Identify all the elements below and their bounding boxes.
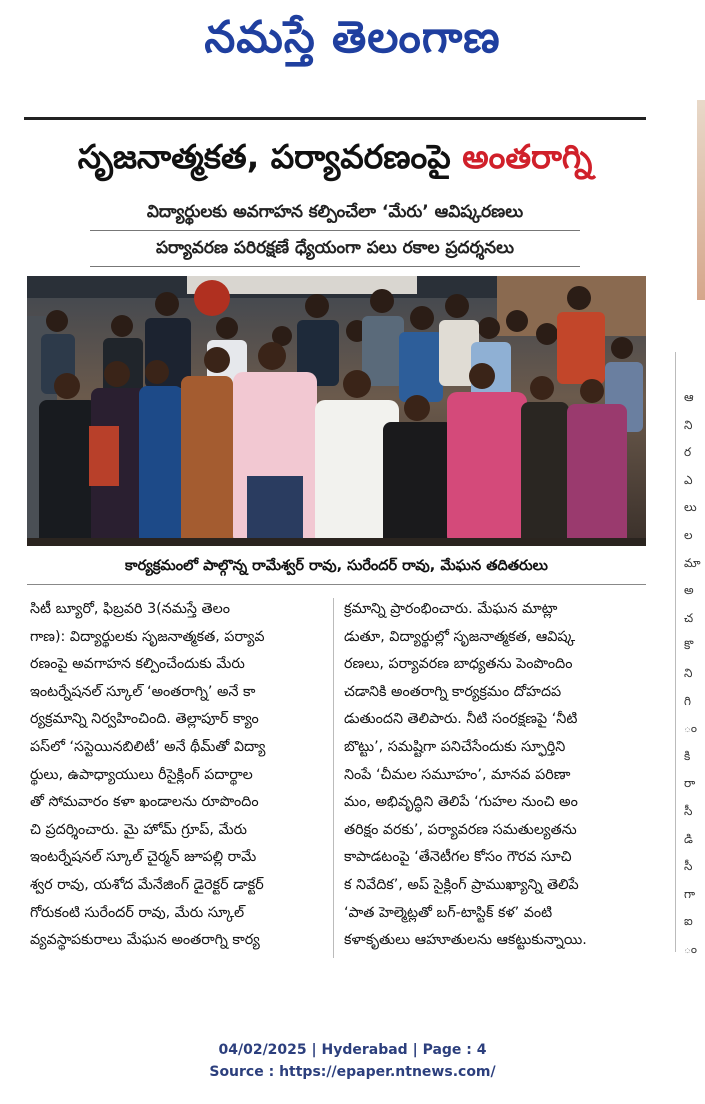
side-column-rule <box>675 352 676 952</box>
article-line: చడానికి అంతరాగ్ని కార్యక్రమం దోహదప <box>344 683 562 700</box>
subhead-1: విద్యార్థులకు అవగాహన కల్పించేలా ‘మేరు’ ఆవిష్కరణలు <box>146 202 524 222</box>
side-column-fragment: డి <box>684 831 693 846</box>
side-column-fragment: ం <box>684 942 698 956</box>
subhead-rule-2 <box>90 266 580 267</box>
article-line: గోరుకంటి సురేందర్ రావు, మేరు స్కూల్ <box>30 904 245 921</box>
footer-date-line: 04/02/2025 | Hyderabad | Page : 4 <box>218 1042 487 1058</box>
photo-caption: కార్యక్రమంలో పాల్గొన్న రామేశ్వర్ రావు, సురేందర్ రావు, మేఘన తదితరులు <box>125 558 548 574</box>
headline-red-part: అంతరాగ్ని <box>462 137 593 176</box>
subhead-2: పర్యావరణ పరిరక్షణే ధ్యేయంగా పలు రకాల ప్రదర్శనలు <box>155 238 515 258</box>
side-column-fragment: ర <box>684 445 692 460</box>
side-column-fragment: ఐ <box>684 914 693 929</box>
group-photo-illustration <box>27 276 646 546</box>
side-column-fragment: ఆ <box>684 390 694 404</box>
side-column-fragment: సీ <box>684 804 693 818</box>
side-column-fragment: రా <box>684 776 696 791</box>
side-column-fragment: గా <box>684 886 696 901</box>
side-photo-strip <box>697 100 705 300</box>
headline-rule <box>24 117 646 120</box>
side-column-fragment: ని <box>684 417 693 432</box>
article-line: ర్యక్రమాన్ని నిర్వహించింది. తెల్లాపూర్ క్యాం <box>30 711 259 728</box>
side-column-fragment: అ <box>684 583 694 598</box>
side-column-fragment: కొ <box>684 638 694 653</box>
article-line: సిటీ బ్యూరో, ఫిబ్రవరి 3(నమస్తే తెలం <box>30 601 231 617</box>
article-line: రణంపై అవగాహన కల్పించేందుకు మేరు <box>30 656 245 673</box>
side-column-fragment: గి <box>684 693 691 708</box>
caption-rule <box>27 584 646 585</box>
side-column-fragment: ం <box>684 721 698 736</box>
article-line: క్రమాన్ని ప్రారంభించారు. మేఘన మాట్లా <box>344 601 558 617</box>
article-left-column <box>30 596 326 955</box>
article-line: ర్థులు, ఉపాధ్యాయులు రీసైక్లింగ్ పదార్థాల <box>30 766 253 783</box>
article-line: గాణ): విద్యార్థులకు సృజనాత్మకత, పర్యావ <box>30 628 265 645</box>
headline <box>24 126 646 188</box>
article-line: తరిక్షం వరకు’, పర్యావరణ సమతుల్యతను <box>344 821 577 838</box>
article-line: వ్యవస్థాపకురాలు మేఘన అంతరాగ్ని కార్య <box>30 932 260 949</box>
side-column-fragment: సీ <box>684 859 693 874</box>
article-line: డుతుందని తెలిపారు. నీటి సంరక్షణపై ‘నీటి <box>344 711 578 728</box>
article-line: కాపాడటంపై ‘తేనెటీగల కోసం గౌరవ సూచి <box>344 849 572 866</box>
article-line: శ్వర రావు, యశోద మేనేజింగ్ డైరెక్టర్ డాక్టర్ <box>30 876 264 893</box>
side-column-fragment: ఎ <box>684 472 693 487</box>
footer-source-line: Source : https://epaper.ntnews.com/ <box>209 1064 496 1080</box>
article-line: కళాకృతులు ఆహూతులను ఆకట్టుకున్నాయి. <box>344 932 587 949</box>
side-column-fragment: చ <box>684 610 694 625</box>
side-column-fragment: మా <box>684 555 701 570</box>
article-line: తో సోమవారం కళా ఖండాలను రూపొందిం <box>30 794 259 811</box>
article-line: రణలు, పర్యావరణ బాధ్యతను పెంపొందిం <box>344 656 573 673</box>
side-column-fragment: ని <box>684 666 693 680</box>
article-line: ‘పాత హెల్మెట్లతో బగ్-టాస్టిక్ కళ’ వంటి <box>344 904 553 921</box>
article-line: క నివేదిక’, అప్ సైక్లింగ్ ప్రాముఖ్యాన్ని తెలిపే <box>344 876 579 893</box>
article-line: పస్‌లో ‘సస్టెయినబిలిటీ’ అనే థీమ్‌తో విద్యా <box>30 738 266 755</box>
article-line: ఇంటర్నేషనల్ స్కూల్ ‘అంతరాగ్ని’ అనే కా <box>30 683 256 700</box>
group-photo <box>27 276 646 546</box>
article-line: డుతూ, విద్యార్థుల్లో సృజనాత్మకత, ఆవిష్క <box>344 628 576 645</box>
article-right-column <box>344 596 640 955</box>
article-line: నింపే ‘చీమల సమూహం’, మానవ పరిణా <box>344 766 571 783</box>
article-line: ఇంటర్నేషనల్ స్కూల్ చైర్మన్ జూపల్లి రామే <box>30 849 257 866</box>
article-line: చి ప్రదర్శించారు. మై హోమ్ గ్రూప్, మేరు <box>30 821 247 838</box>
subhead-rule-1 <box>90 230 580 231</box>
headline-black-part: సృజనాత్మకత, పర్యావరణంపై <box>77 137 463 176</box>
side-column-fragment: ల <box>684 528 693 542</box>
article-line: మం, అభివృద్ధిని తెలిపే ‘గుహల నుంచి అం <box>344 794 578 811</box>
side-column-fragment: కి <box>684 748 691 763</box>
masthead-title: నమస్తే తెలంగాణ <box>204 12 501 63</box>
article-line: బొట్టు’, సమష్టిగా పనిచేసేందుకు స్ఫూర్తిని <box>344 738 566 755</box>
column-divider <box>333 598 334 958</box>
side-column-fragment: లు <box>684 500 697 515</box>
